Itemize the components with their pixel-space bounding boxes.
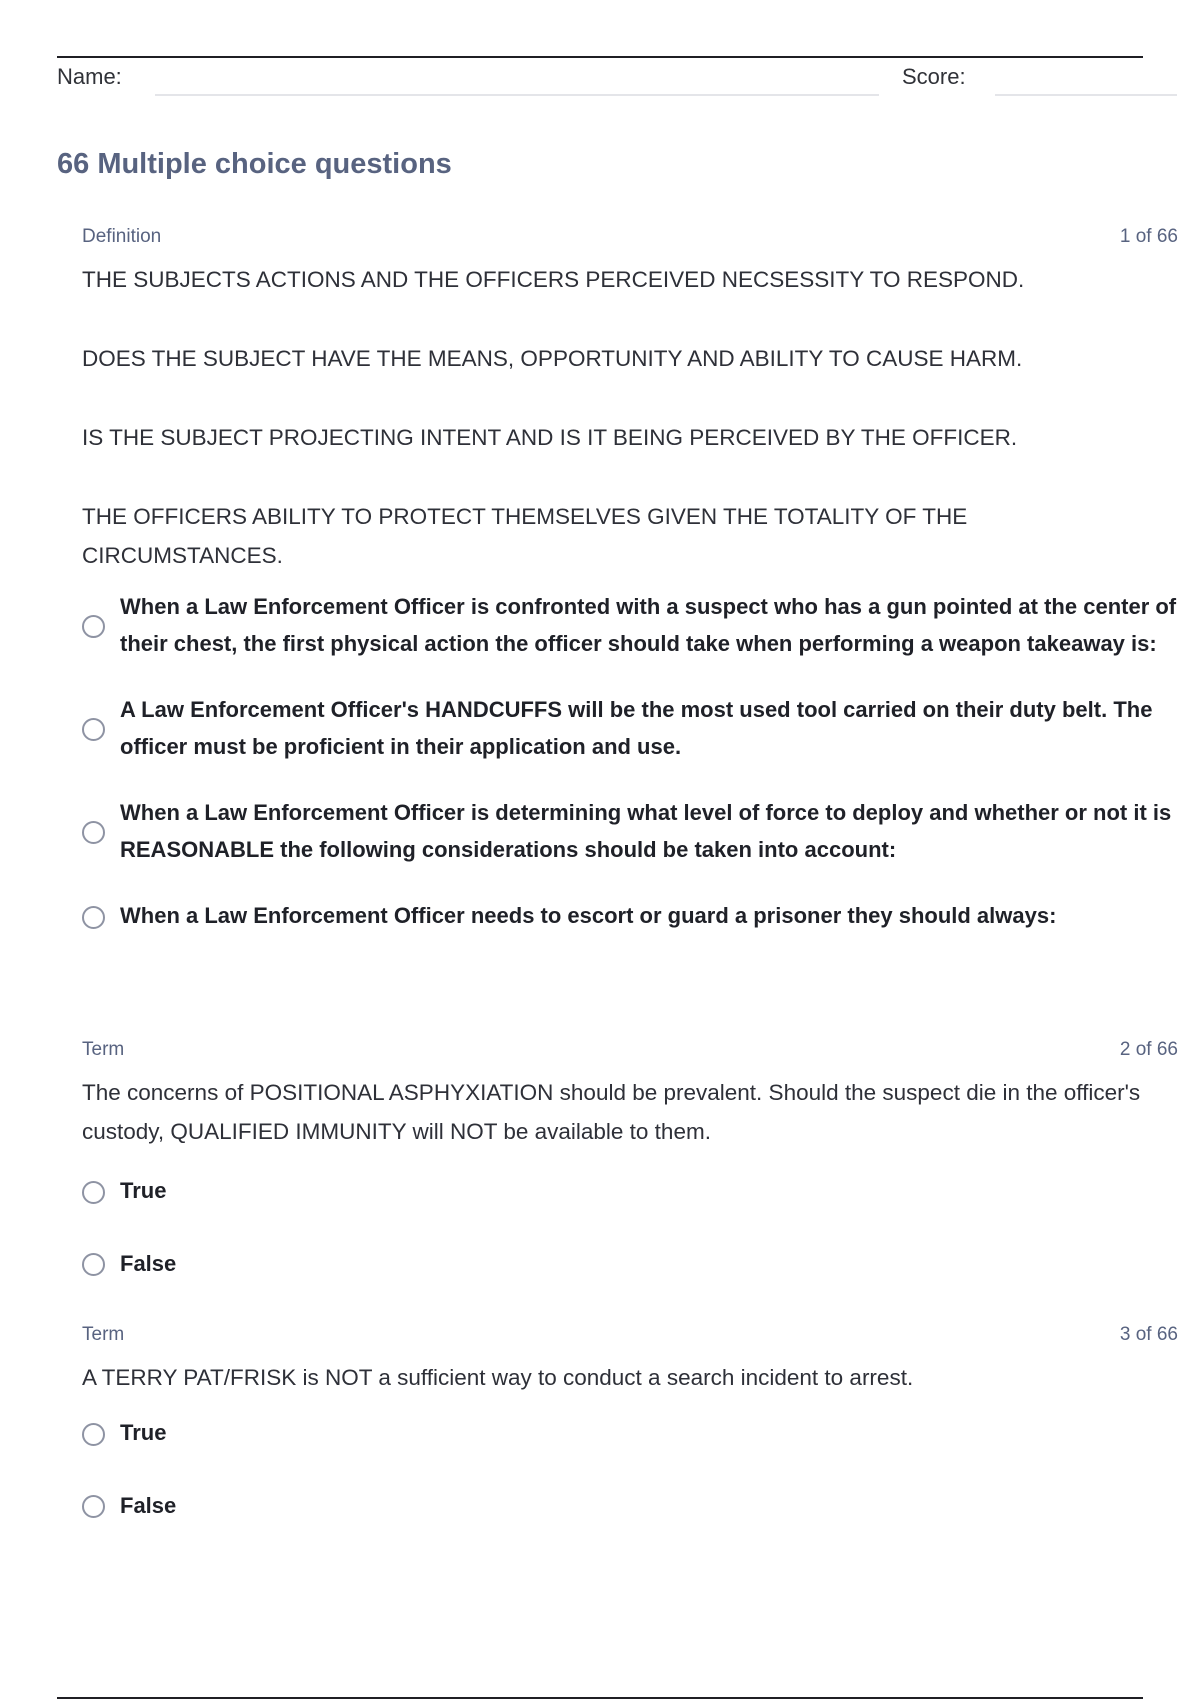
answer-option[interactable]	[82, 692, 1178, 765]
score-field[interactable]	[995, 94, 1177, 96]
answer-option[interactable]	[82, 795, 1178, 868]
answer-option-label: True	[120, 1178, 167, 1203]
answer-option[interactable]	[82, 898, 1178, 935]
prompt-line: DOES THE SUBJECT HAVE THE MEANS, OPPORTUNITY AND ABILITY TO CAUSE HARM.	[82, 346, 1023, 371]
answer-options	[82, 1173, 1178, 1282]
radio-button-icon[interactable]	[82, 821, 105, 844]
radio-button-icon[interactable]	[82, 1181, 105, 1204]
answer-options	[82, 589, 1178, 935]
prompt-line: A TERRY PAT/FRISK is NOT a sufficient way to conduct a search incident to arrest.	[82, 1365, 914, 1390]
answer-option-true[interactable]	[82, 1173, 1178, 1210]
answer-options	[82, 1415, 1178, 1524]
prompt-line: THE OFFICERS ABILITY TO PROTECT THEMSELVES GIVEN THE TOTALITY OF THE CIRCUMSTANCES.	[82, 504, 968, 568]
answer-option-label: When a Law Enforcement Officer is determining what level of force to deploy and whether or not it is REASONABLE the following considerations should be taken into account:	[120, 800, 1172, 862]
question-meta	[82, 1324, 1178, 1354]
question-1	[82, 226, 1178, 935]
answer-option-label: False	[120, 1250, 177, 1276]
answer-option-label: A Law Enforcement Officer's HANDCUFFS will be the most used tool carried on their duty belt. The officer must be proficient in their application and use.	[120, 697, 1153, 759]
question-prompt	[82, 1073, 1178, 1151]
top-rule	[57, 56, 1143, 58]
question-meta	[82, 1039, 1178, 1069]
radio-button-icon[interactable]	[82, 906, 105, 929]
question-type: Term	[82, 1039, 125, 1060]
question-prompt	[82, 260, 1178, 575]
answer-option[interactable]	[82, 589, 1178, 662]
answer-option-false[interactable]	[82, 1488, 1178, 1525]
worksheet-header	[57, 62, 1177, 98]
question-type: Definition	[82, 226, 162, 247]
answer-option-label: True	[120, 1420, 167, 1445]
answer-option-label: When a Law Enforcement Officer needs to escort or guard a prisoner they should always:	[120, 903, 1057, 928]
bottom-rule	[57, 1697, 1143, 1699]
question-counter: 1 of 66	[1119, 226, 1178, 247]
radio-button-icon[interactable]	[82, 718, 105, 741]
prompt-line: IS THE SUBJECT PROJECTING INTENT AND IS IT BEING PERCEIVED BY THE OFFICER.	[82, 425, 1018, 450]
answer-option-label: False	[120, 1492, 177, 1518]
question-3	[82, 1324, 1178, 1524]
question-2	[82, 1039, 1178, 1282]
prompt-line: The concerns of POSITIONAL ASPHYXIATION should be prevalent. Should the suspect die in the officer's custody, QUALIFIED IMMUNITY will NOT be available to them.	[82, 1080, 1141, 1144]
answer-option-false[interactable]	[82, 1246, 1178, 1283]
prompt-line: THE SUBJECTS ACTIONS AND THE OFFICERS PERCEIVED NECSESSITY TO RESPOND.	[82, 267, 1025, 292]
name-label: Name:	[57, 64, 122, 89]
question-counter: 2 of 66	[1119, 1039, 1178, 1060]
radio-button-icon[interactable]	[82, 1495, 105, 1518]
radio-button-icon[interactable]	[82, 615, 105, 638]
question-meta	[82, 226, 1178, 256]
name-field[interactable]	[155, 94, 879, 96]
question-counter: 3 of 66	[1119, 1324, 1178, 1345]
radio-button-icon[interactable]	[82, 1253, 105, 1276]
answer-option-label: When a Law Enforcement Officer is confronted with a suspect who has a gun pointed at the center of their chest, the first physical action the officer should take when performing a weapon takeaway is:	[120, 594, 1177, 656]
page-title: 66 Multiple choice questions	[57, 148, 452, 180]
answer-option-true[interactable]	[82, 1415, 1178, 1452]
radio-button-icon[interactable]	[82, 1423, 105, 1446]
question-prompt	[82, 1358, 1178, 1397]
question-type: Term	[82, 1324, 125, 1345]
score-label: Score:	[902, 64, 966, 89]
